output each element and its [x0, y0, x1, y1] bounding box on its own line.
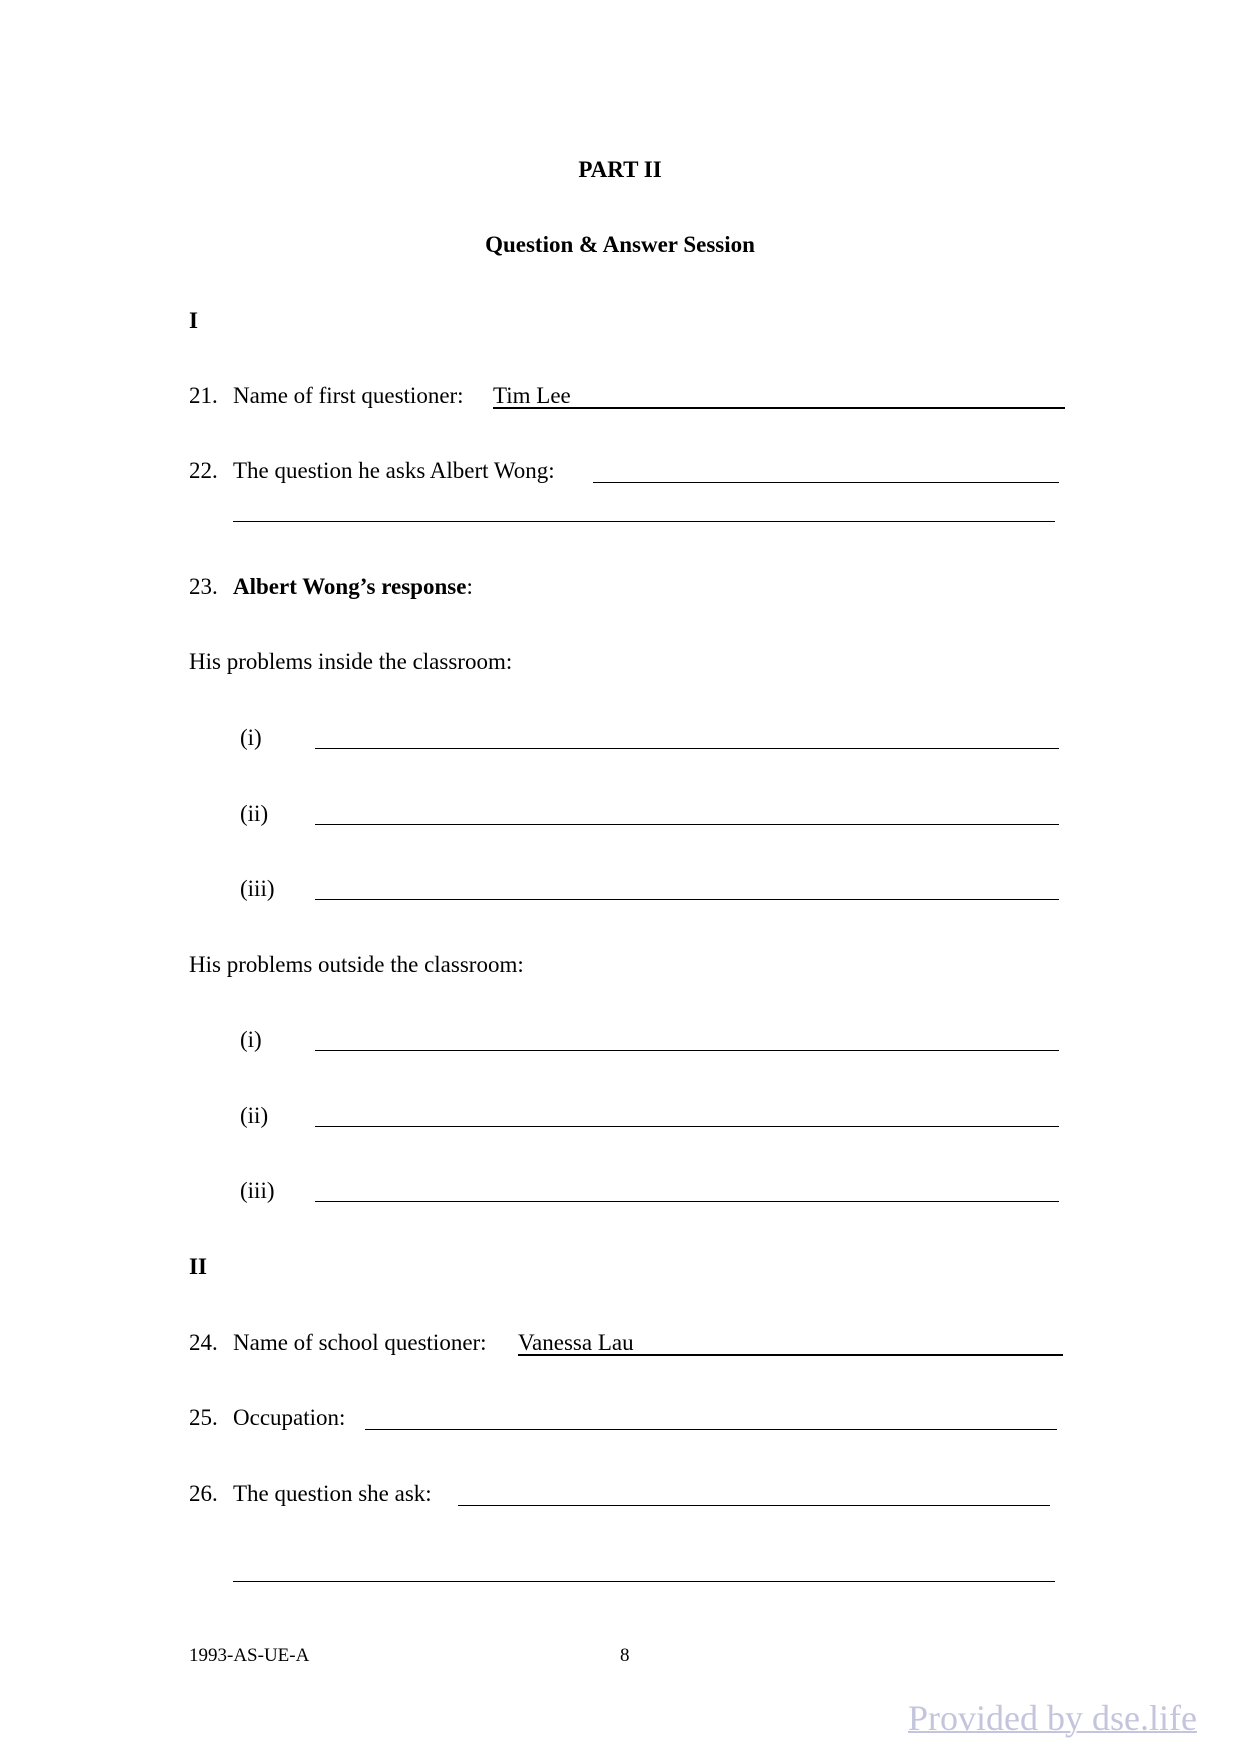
- q22-answer-line-2[interactable]: [233, 521, 1055, 522]
- q21-answer: Tim Lee: [493, 383, 571, 408]
- outside-item-i-line[interactable]: [315, 1050, 1059, 1051]
- q25-answer-line[interactable]: [365, 1429, 1057, 1430]
- q24-answer-line[interactable]: [518, 1354, 1063, 1356]
- q25-label: Occupation:: [233, 1405, 346, 1430]
- inside-item-iii-label: (iii): [240, 876, 275, 901]
- q24-answer: Vanessa Lau: [518, 1330, 634, 1355]
- q25-number: 25.: [189, 1405, 218, 1430]
- inside-classroom-heading: His problems inside the classroom:: [189, 649, 513, 674]
- inside-item-ii-label: (ii): [240, 801, 269, 826]
- inside-item-i-line[interactable]: [315, 748, 1059, 749]
- outside-item-iii-line[interactable]: [315, 1201, 1059, 1202]
- watermark-link[interactable]: Provided by dse.life: [908, 1698, 1197, 1738]
- q23-label: [233, 573, 473, 601]
- inside-item-iii-line[interactable]: [315, 899, 1059, 900]
- q23-bold-label: Albert Wong’s response: [233, 574, 467, 599]
- q21-number: 21.: [189, 383, 218, 408]
- q26-answer-line-2[interactable]: [233, 1581, 1055, 1582]
- footer-code: 1993-AS-UE-A: [189, 1645, 310, 1666]
- q22-number: 22.: [189, 458, 218, 483]
- outside-item-ii-line[interactable]: [315, 1126, 1059, 1127]
- q22-label: The question he asks Albert Wong:: [233, 458, 555, 483]
- section-label-ii: II: [189, 1254, 207, 1279]
- inside-item-i-label: (i): [240, 725, 262, 750]
- section-label-i: I: [189, 308, 198, 333]
- outside-item-i-label: (i): [240, 1027, 262, 1052]
- q26-label: The question she ask:: [233, 1481, 432, 1506]
- q26-answer-line-1[interactable]: [458, 1505, 1050, 1506]
- q21-answer-line[interactable]: [493, 407, 1065, 409]
- outside-classroom-heading: His problems outside the classroom:: [189, 952, 524, 977]
- outside-item-iii-label: (iii): [240, 1178, 275, 1203]
- session-title: Question & Answer Session: [485, 232, 755, 257]
- q26-number: 26.: [189, 1481, 218, 1506]
- inside-item-ii-line[interactable]: [315, 824, 1059, 825]
- q22-answer-line-1[interactable]: [593, 482, 1059, 483]
- q24-number: 24.: [189, 1330, 218, 1355]
- q21-label: Name of first questioner:: [233, 383, 464, 408]
- q23-colon: :: [466, 574, 473, 599]
- page-number: 8: [620, 1645, 630, 1666]
- outside-item-ii-label: (ii): [240, 1103, 269, 1128]
- q24-label: Name of school questioner:: [233, 1330, 487, 1355]
- q23-number: 23.: [189, 574, 218, 599]
- part-title: PART II: [578, 157, 662, 182]
